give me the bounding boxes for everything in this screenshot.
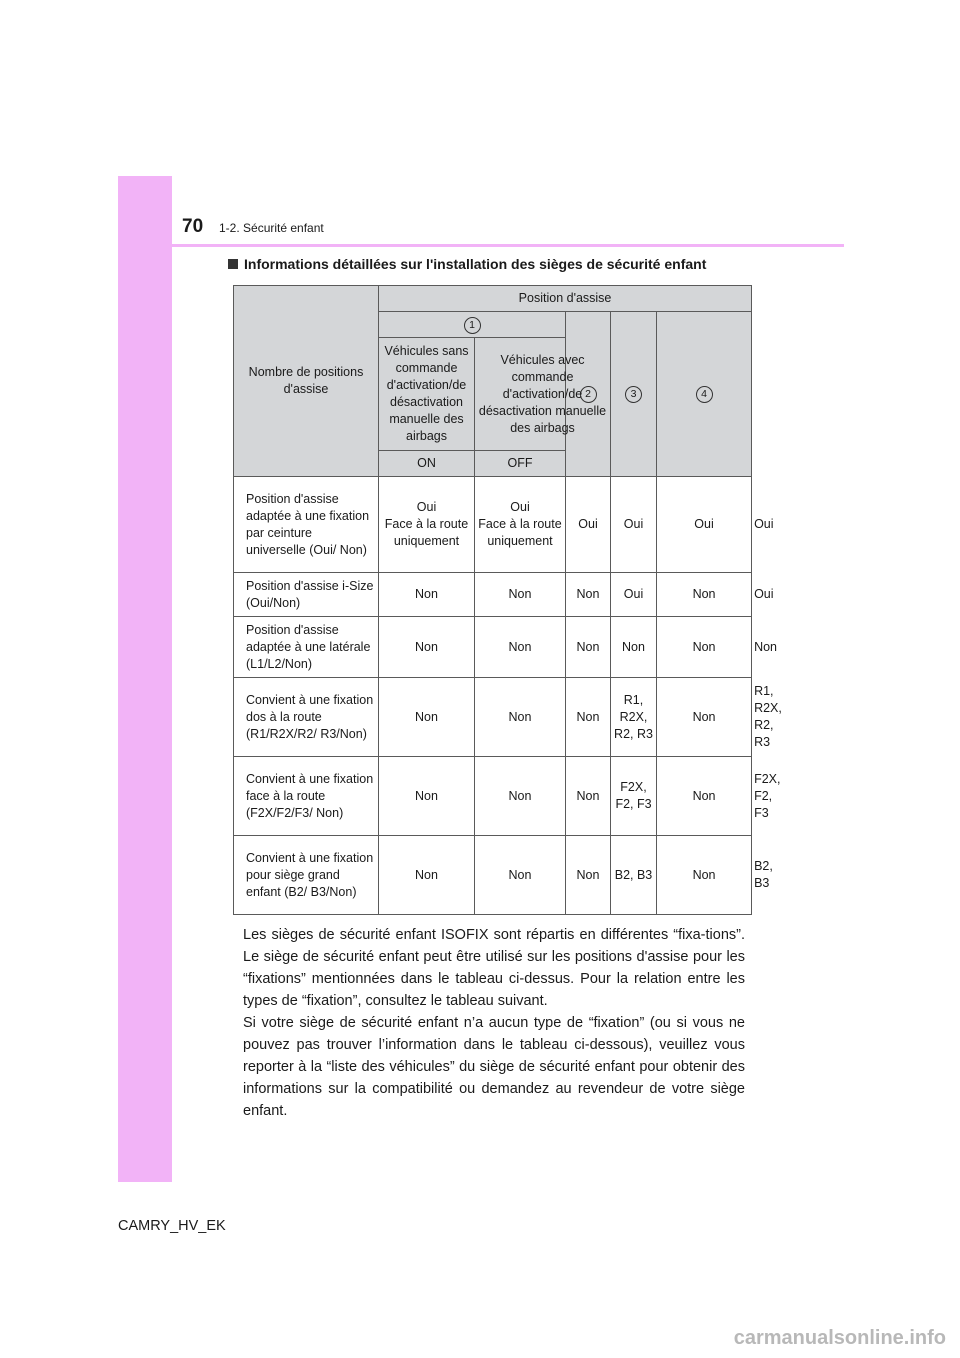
table-cell [475, 477, 566, 573]
table-cell: Non [475, 836, 566, 915]
table-row: Convient à une fixation dos à la route (R1/R2X/R2/ R3/Non) Non Non Non R1, R2X, R2, R3 Non R1, R2X, R2, R3 [234, 678, 752, 757]
vehicles-without-switch-header: Véhicules sans commande d'activation/de désactivation manuelle des airbags [379, 338, 475, 451]
table-cell: Non [566, 573, 611, 617]
section-heading-text: Informations détaillées sur l'installation des sièges de sécurité enfant [244, 256, 707, 272]
table-cell: Non [475, 617, 566, 678]
table-cell: Non [566, 757, 611, 836]
paragraph: Si votre siège de sécurité enfant n’a aucun type de “fixation” (ou si vous ne pouvez pas trouver l’information dans le tableau ci-dessous), veuillez vous reporter à la “liste des véhicules” du siège de sécurité enfant pour obtenir des informations sur la compatibilité ou demandez au revendeur de votre siège enfant. [243, 1015, 745, 1119]
seat-installation-table [233, 285, 782, 915]
table-cell: Non [475, 678, 566, 757]
body-text [243, 924, 745, 1122]
table-cell: Oui [611, 573, 657, 617]
row-label: Position d'assise adaptée à une latérale (L1/L2/Non) [234, 617, 379, 678]
table-cell: R1, R2X, R2, R3 [611, 678, 657, 757]
row-label: Position d'assise i-Size (Oui/Non) [234, 573, 379, 617]
table-cell: Non [657, 757, 752, 836]
position-header: Position d'assise [379, 286, 752, 312]
table-cell [379, 477, 475, 573]
cell-line: Oui Face à la route uniquement [384, 500, 469, 548]
table-cell: Non [379, 573, 475, 617]
chapter-sidebar-tab [118, 176, 172, 1182]
square-bullet-icon [228, 259, 238, 269]
table-cell: Non [657, 678, 752, 757]
corner-header: Nombre de positions d'assise [234, 286, 379, 477]
position-3-header [611, 312, 657, 477]
page-number: 70 [182, 216, 204, 237]
table-cell: Non [657, 836, 752, 915]
vehicles-with-switch-header: Véhicules avec commande d'activation/de désactivation manuelle des airbags [475, 338, 611, 451]
cell-line: Oui Face à la route uniquement [478, 500, 562, 548]
table-cell: Oui [611, 477, 657, 573]
row-label: Convient à une fixation face à la route (F2X/F2/F3/ Non) [234, 757, 379, 836]
table-cell: B2, B3 [611, 836, 657, 915]
table-cell: Non [475, 757, 566, 836]
paragraph: Les sièges de sécurité enfant ISOFIX sont répartis en différentes “fixa-tions”. Le siège de sécurité enfant peut être utilisé sur les positions d'assise pour les “fixations” mentionnées dans le tableau ci-dessus. Pour la relation entre les types de “fixation”, consultez le tableau suivant. [243, 927, 745, 1009]
table-row: Position d'assise i-Size (Oui/Non) Non Non Non Oui Non Oui [234, 573, 752, 617]
table-row: Position d'assise adaptée à une latérale (L1/L2/Non) Non Non Non Non Non Non [234, 617, 752, 678]
table-cell: F2X, F2, F3 [611, 757, 657, 836]
table-cell: Non [657, 573, 752, 617]
table-cell: Non [379, 757, 475, 836]
table-cell: Non [566, 836, 611, 915]
table-cell: Non [566, 678, 611, 757]
on-header: ON [379, 451, 475, 477]
table-cell: Non [379, 617, 475, 678]
table-cell: Non [611, 617, 657, 678]
watermark: carmanualsonline.info [733, 1327, 946, 1349]
position-4-header [657, 312, 752, 477]
table-cell: Non [657, 617, 752, 678]
model-code: CAMRY_HV_EK [118, 1218, 226, 1234]
section-heading [228, 256, 706, 272]
header-divider [172, 244, 844, 247]
row-label: Convient à une fixation pour siège grand enfant (B2/ B3/Non) [234, 836, 379, 915]
table-row: Convient à une fixation face à la route (F2X/F2/F3/ Non) Non Non Non F2X, F2, F3 Non F2X, F2, F3 [234, 757, 752, 836]
section-title: 1-2. Sécurité enfant [219, 221, 324, 235]
circled-number-3-icon: 3 [625, 386, 642, 403]
circled-number-4-icon: 4 [696, 386, 713, 403]
table-cell: Oui [657, 477, 752, 573]
circled-number-2-icon: 2 [580, 386, 597, 403]
circled-number-1-icon: 1 [464, 317, 481, 334]
row-label: Position d'assise adaptée à une fixation par ceinture universelle (Oui/ Non) [234, 477, 379, 573]
table-cell: Non [566, 617, 611, 678]
off-header: OFF [475, 451, 566, 477]
table-cell: Non [379, 678, 475, 757]
position-1-header [379, 312, 566, 338]
table-row: Convient à une fixation pour siège grand enfant (B2/ B3/Non) Non Non Non B2, B3 Non B2, B3 [234, 836, 752, 915]
table-cell: Oui [566, 477, 611, 573]
row-label: Convient à une fixation dos à la route (R1/R2X/R2/ R3/Non) [234, 678, 379, 757]
table-row: Position d'assise adaptée à une fixation par ceinture universelle (Oui/ Non) Oui Face à la route uniquement Oui Face à la route uniquement Oui Oui Oui Oui [234, 477, 752, 573]
table-cell: Non [475, 573, 566, 617]
table-cell: Non [379, 836, 475, 915]
